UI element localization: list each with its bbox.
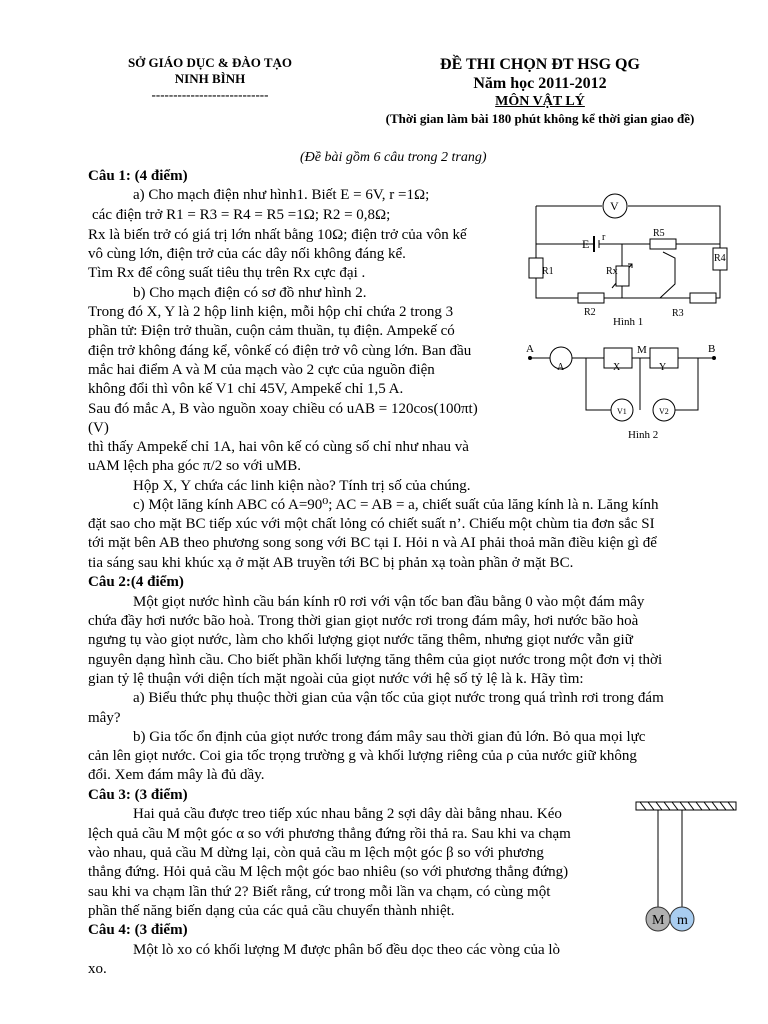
ball-small-label: m	[677, 913, 688, 928]
fig1-e-label: E	[582, 237, 590, 251]
figure-3-pendulum	[632, 798, 742, 938]
text-line: thì thấy Ampekế chỉ 1A, hai vôn kế có cùng số chỉ như nhau và	[88, 439, 469, 455]
exam-title: ĐỀ THI CHỌN ĐT HSG QG	[440, 56, 640, 73]
org-line-2: NINH BÌNH	[174, 71, 246, 86]
resistor-r1	[529, 258, 543, 278]
text-line: cản lên giọt nước. Coi gia tốc trọng trường g và khối lượng riêng của ρ của nước giữ không	[88, 748, 637, 764]
text-line: phần tử: Điện trở thuần, cuộn cảm thuần, tụ điện. Ampekế có	[88, 323, 455, 339]
resistor-rx	[616, 266, 629, 286]
text-line: a) Biểu thức phụ thuộc thời gian của vận tốc của giọt nước trong quá trình rơi trong đám	[133, 690, 664, 706]
fig2-m-label: M	[637, 344, 647, 356]
fig2-caption: Hình 2	[628, 429, 659, 441]
text-line: sau khi va chạm lần thứ 2? Biết rằng, cứ trong mỗi lần va chạm, có cùng một	[88, 884, 551, 900]
text-line: lệch quả cầu M một góc α so với phương thẳng đứng rồi thả ra. Sau khi va chạm	[88, 826, 571, 842]
question-4-heading: Câu 4: (3 điểm)	[88, 922, 188, 938]
text-line: (V)	[88, 420, 109, 436]
figure-1-circuit	[520, 188, 740, 336]
text-line: Tìm Rx để công suất tiêu thụ trên Rx cực đại .	[88, 265, 366, 281]
fig1-r4-label: R4	[714, 253, 726, 264]
question-1-heading: Câu 1: (4 điểm)	[88, 168, 188, 184]
text-line: Một lò xo có khối lượng M được phân bố đều dọc theo các vòng của lò	[133, 942, 561, 958]
fig2-y-label: Y	[659, 362, 667, 373]
text-line: b) Gia tốc ổn định của giọt nước trong đám mây sau thời gian đủ lớn. Bỏ qua mọi lực	[133, 729, 646, 745]
text-line: phần thế năng biến dạng của các quả cầu chuyển thành nhiệt.	[88, 903, 455, 919]
text-line: đổi. Xem đám mây là đủ dầy.	[88, 767, 265, 783]
fig2-v2-label: V2	[659, 407, 669, 416]
fig1-r-label: r	[602, 232, 606, 243]
text-line: tia sáng sau khi khúc xạ ở mặt AB truyền tới BC bị phản xạ toàn phần ở mặt BC.	[88, 555, 574, 571]
text-line: gian tỷ lệ thuận với diện tích mặt ngoài của giọt nước với hệ số tỷ lệ là k. Hãy tìm:	[88, 671, 584, 687]
text-line: uAM lệch pha góc π/2 so với uMB.	[88, 458, 301, 474]
text-line: xo.	[88, 961, 107, 977]
figure-2-circuit	[522, 342, 722, 442]
fig2-ammeter-label: A	[557, 362, 565, 373]
ball-big-label: M	[652, 913, 665, 928]
text-line: mắc hai điểm A và M của mạch vào 2 cực của nguồn điện	[88, 362, 435, 378]
text-line: các điện trở R1 = R3 = R4 = R5 =1Ω; R2 = 0,8Ω;	[92, 207, 391, 223]
time-note: (Thời gian làm bài 180 phút không kể thời gian giao đề)	[385, 111, 695, 126]
fig1-rx-label: Rx	[606, 266, 618, 277]
question-3-heading: Câu 3: (3 điểm)	[88, 787, 188, 803]
text-line: Rx là biến trở có giá trị lớn nhất bằng 10Ω; điện trở của vôn kế	[88, 227, 467, 243]
text-line: chứa đầy hơi nước bão hoà. Trong thời gian giọt nước rơi trong đám mây, hơi nước bão hoà	[88, 613, 639, 629]
text-line: a) Cho mạch điện như hình1. Biết E = 6V, r =1Ω;	[133, 187, 430, 203]
school-year: Năm học 2011-2012	[473, 75, 607, 92]
fig1-r2-label: R2	[584, 307, 596, 318]
fig2-a-label: A	[526, 343, 534, 355]
page-count-note: (Đề bài gồm 6 câu trong 2 trang)	[300, 150, 487, 165]
header-left	[95, 55, 325, 103]
text-line: c) Một lăng kính ABC có A=90⁰; AC = AB = a, chiết suất của lăng kính là n. Lăng kính	[133, 497, 659, 513]
text-line: Một giọt nước hình cầu bán kính r0 rơi với vận tốc ban đầu bằng 0 vào một đám mây	[133, 594, 645, 610]
fig1-r5-label: R5	[653, 228, 665, 239]
text-line: Hai quả cầu được treo tiếp xúc nhau bằng 2 sợi dây dài bằng nhau. Kéo	[133, 806, 562, 822]
fig1-v-label: V	[610, 199, 619, 213]
fig1-caption: Hình 1	[613, 316, 644, 328]
question-2-heading: Câu 2:(4 điểm)	[88, 574, 184, 590]
text-line: tới mặt bên AB theo phương song song với BC tại I. Hỏi n và AI phải thoả mãn điều kiện gì để	[88, 535, 657, 551]
org-line-1: SỞ GIÁO DỤC & ĐÀO TẠO	[127, 55, 293, 70]
resistor-r2	[578, 293, 604, 303]
text-line: Hộp X, Y chứa các linh kiện nào? Tính trị số của chúng.	[133, 478, 471, 494]
text-line: ngưng tụ vào giọt nước, làm cho khối lượng giọt nước tăng thêm, nhưng giọt nước vẫn giữ	[88, 632, 633, 648]
fig2-b-label: B	[708, 343, 716, 355]
text-line: Trong đó X, Y là 2 hộp linh kiện, mỗi hộp chỉ chứa 2 trong 3	[88, 304, 454, 320]
text-line: nguyên dạng hình cầu. Cho biết phần khối lượng tăng thêm của giọt nước trong một đơn vị thời	[88, 652, 663, 668]
fig1-r1-label: R1	[542, 266, 554, 277]
text-line: b) Cho mạch điện có sơ đồ như hình 2.	[133, 285, 367, 301]
fig2-x-label: X	[613, 362, 621, 373]
text-line: điện trở không đáng kể, vônkế có điện trở vô cùng lớn. Ban đầu	[88, 343, 472, 359]
text-line: không đổi thì vôn kế V1 chỉ 45V, Ampekế chỉ 1,5 A.	[88, 381, 404, 397]
subject: MÔN VẬT LÝ	[495, 94, 585, 109]
text-line: vào nhau, quả cầu M dừng lại, còn quả cầu m lệch một góc β so với phương	[88, 845, 544, 861]
text-line: vô cùng lớn, điện trở của các dây nối không đáng kể.	[88, 246, 406, 262]
fig1-r3-label: R3	[672, 308, 684, 319]
resistor-r5	[650, 239, 676, 249]
resistor-r3	[690, 293, 716, 303]
text-line: đặt sao cho mặt BC tiếp xúc với một chất lỏng có chiết suất n’. Chiếu một chùm tia đơn sắc SI	[88, 516, 655, 532]
text-line: Sau đó mắc A, B vào nguồn xoay chiều có uAB = 120cos(100πt)	[88, 401, 478, 417]
org-rule: ---------------------------	[151, 87, 269, 102]
fig2-v1-label: V1	[617, 407, 627, 416]
header-right	[330, 55, 750, 127]
text-line: mây?	[88, 710, 121, 726]
text-line: thẳng đứng. Hỏi quả cầu M lệch một góc bao nhiêu (so với phương thẳng đứng)	[88, 864, 569, 880]
